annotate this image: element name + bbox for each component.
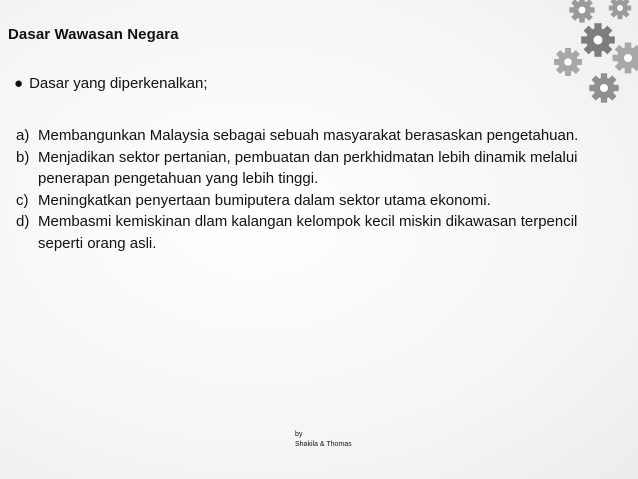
item-text: Membasmi kemiskinan dlam kalangan kelompok kecil miskin dikawasan terpencil seperti orang asli. xyxy=(38,213,578,252)
item-text: Membangunkan Malaysia sebagai sebuah masyarakat berasaskan pengetahuan. xyxy=(38,127,579,144)
slide-title: Dasar Wawasan Negara xyxy=(8,26,179,43)
item-text: Menjadikan sektor pertanian, pembuatan dan perkhidmatan lebih dinamik melalui penerapan pengetahuan yang lebih tinggi. xyxy=(38,148,578,187)
item-marker: d) xyxy=(16,213,30,230)
intro-bullet xyxy=(14,75,208,92)
item-marker: b) xyxy=(16,148,30,166)
policy-list xyxy=(16,125,606,254)
list-item xyxy=(16,125,606,147)
item-marker: a) xyxy=(16,127,30,144)
list-item xyxy=(16,147,606,190)
credit-by: by xyxy=(295,431,303,438)
intro-text: Dasar yang diperkenalkan; xyxy=(29,75,208,92)
item-marker: c) xyxy=(16,191,29,209)
item-text: Meningkatkan penyertaan bumiputera dalam sektor utama ekonomi. xyxy=(38,191,491,209)
list-item xyxy=(16,211,606,254)
author-credit xyxy=(295,430,352,450)
list-item xyxy=(16,190,606,212)
credit-authors: Shakila & Thomas xyxy=(295,441,352,448)
gears-icon xyxy=(520,0,638,118)
bullet-dot: ● xyxy=(14,75,24,92)
